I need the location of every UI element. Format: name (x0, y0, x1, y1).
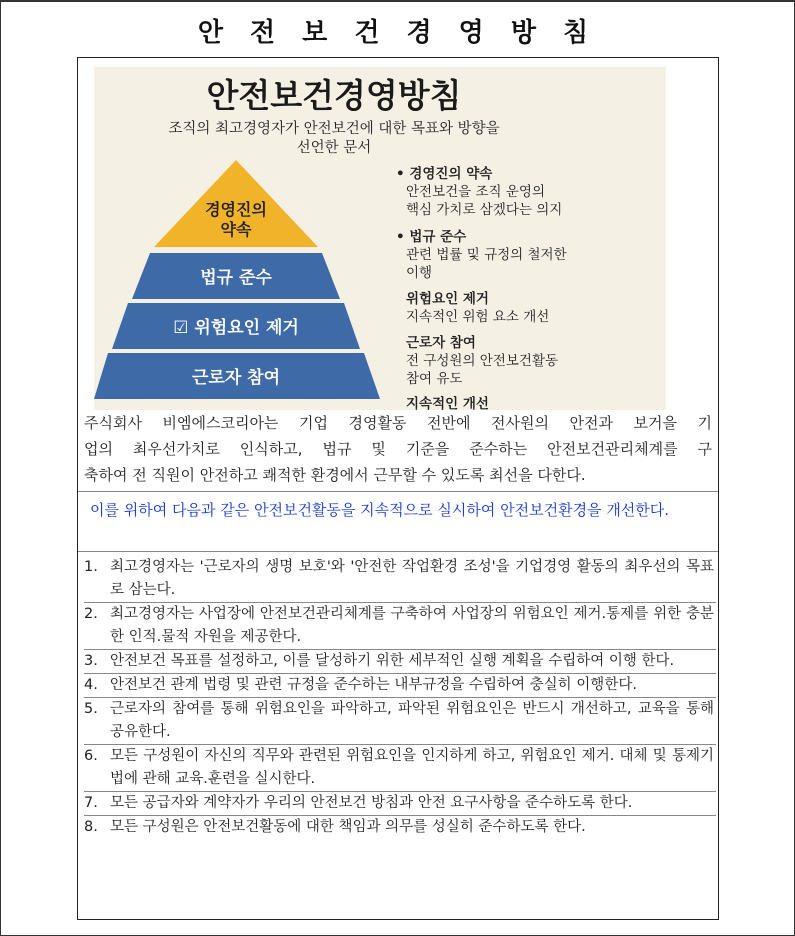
policy-item-7 (84, 792, 716, 816)
divider (78, 491, 718, 492)
intro-line3: 축하여 전 직원이 안전하고 쾌적한 환경에서 근무할 수 있도록 최선을 다한다. (84, 466, 586, 484)
policy-item-5 (84, 698, 716, 745)
policy-text: 안전보건 관계 법령 및 관련 규정을 준수하는 내부규정을 수립하여 충실히 이행한다. (110, 677, 637, 693)
bullet-commitment-title: • 경영진의 약속 (396, 166, 493, 182)
bullet-commitment-desc2: 핵심 가치로 삼겠다는 의지 (406, 202, 563, 218)
bullet-participation-title: 근로자 참여 (406, 335, 476, 351)
policy-item-3 (84, 650, 716, 674)
policy-number: 6. (84, 748, 98, 764)
policy-number: 3. (84, 653, 98, 669)
policy-item-8 (84, 816, 716, 839)
bullet-compliance-title: • 법규 준수 (396, 229, 467, 245)
bullet-participation-desc2: 참여 유도 (406, 371, 463, 387)
policy-text: 모든 구성원이 자신의 직무와 관련된 위험요인을 인지하게 하고, 위험요인 제거. 대체 및 통제기법에 관해 교육.훈련을 실시한다. (110, 748, 714, 787)
policy-number: 7. (84, 795, 98, 811)
bullet-hazard-title: 위험요인 제거 (406, 291, 489, 307)
infographic-subtitle-line1: 조직의 최고경영자가 안전보건에 대한 목표와 방향을 (168, 121, 500, 137)
pyramid-level4-label: 근로자 참여 (191, 368, 281, 388)
infographic-title: 안전보건경영방침 (206, 76, 462, 115)
policy-text: 안전보건 목표를 설정하고, 이를 달성하기 위한 세부적인 실행 계획을 수립하여 이행 한다. (110, 653, 675, 669)
policy-text: 모든 공급자와 계약자가 우리의 안전보건 방침과 안전 요구사항을 준수하도록 한다. (110, 795, 633, 811)
infographic-subtitle-line2: 선언한 문서 (296, 140, 372, 156)
policy-number: 8. (84, 819, 98, 835)
policy-text: 근로자의 참여를 통해 위험요인을 파악하고, 파악된 위험요인은 반드시 개선하고, 교육을 통해 공유한다. (110, 701, 714, 740)
infographic (94, 67, 666, 410)
intro-line2: 업의 최우선가치로 인식하고, 법규 및 기준을 준수하는 안전보건관리체계를 구 (84, 440, 712, 458)
policy-number: 1. (84, 559, 98, 575)
bullet-compliance-desc1: 관련 법률 및 규정의 철저한 (406, 247, 567, 263)
policy-item-2 (84, 603, 716, 650)
policy-text: 모든 구성원은 안전보건활동에 대한 책임과 의무를 성실히 준수하도록 한다. (110, 819, 586, 835)
bullet-commitment-desc1: 안전보건을 조직 운영의 (406, 184, 545, 200)
bullet-hazard-desc1: 지속적인 위험 요소 개선 (406, 309, 550, 325)
policy-text: 최고경영자는 사업장에 안전보건관리체계를 구축하여 사업장의 위험요인 제거.통제를 위한 충분한 인적.물적 자원을 제공한다. (110, 606, 714, 645)
policy-list (84, 556, 716, 839)
page-title: 안 전 보 건 경 영 방 침 (197, 18, 598, 48)
pyramid-top-label-line2: 약속 (220, 220, 252, 239)
policy-text: 최고경영자는 '근로자의 생명 보호'와 '안전한 작업환경 조성'을 기업경영 활동의 최우선의 목표로 삼는다. (110, 559, 714, 598)
policy-item-1 (84, 556, 716, 603)
bullet-participation-desc1: 전 구성원의 안전보건활동 (406, 353, 559, 369)
pyramid-top-label-line1: 경영진의 (205, 200, 267, 219)
pyramid-level3-label: ☑ 위험요인 제거 (173, 318, 299, 338)
policy-item-6 (84, 745, 716, 792)
bullet-compliance-desc2: 이행 (406, 265, 433, 281)
policy-number: 2. (84, 606, 98, 622)
policy-item-4 (84, 674, 716, 698)
policy-number: 5. (84, 701, 98, 717)
commitment-statement: 이를 위하여 다음과 같은 안전보건활동을 지속적으로 실시하여 안전보건환경을 개선한다. (90, 501, 670, 519)
intro-paragraph (84, 410, 712, 488)
policy-number: 4. (84, 677, 98, 693)
intro-line1: 주식회사 비엠에스코리아는 기업 경영활동 전반에 전사원의 안전과 보거을 기 (84, 414, 712, 432)
divider (78, 551, 718, 552)
bullet-improvement-title: 지속적인 개선 (406, 396, 489, 410)
pyramid-level2-label: 법규 준수 (200, 268, 272, 288)
infographic-svg (94, 67, 666, 410)
